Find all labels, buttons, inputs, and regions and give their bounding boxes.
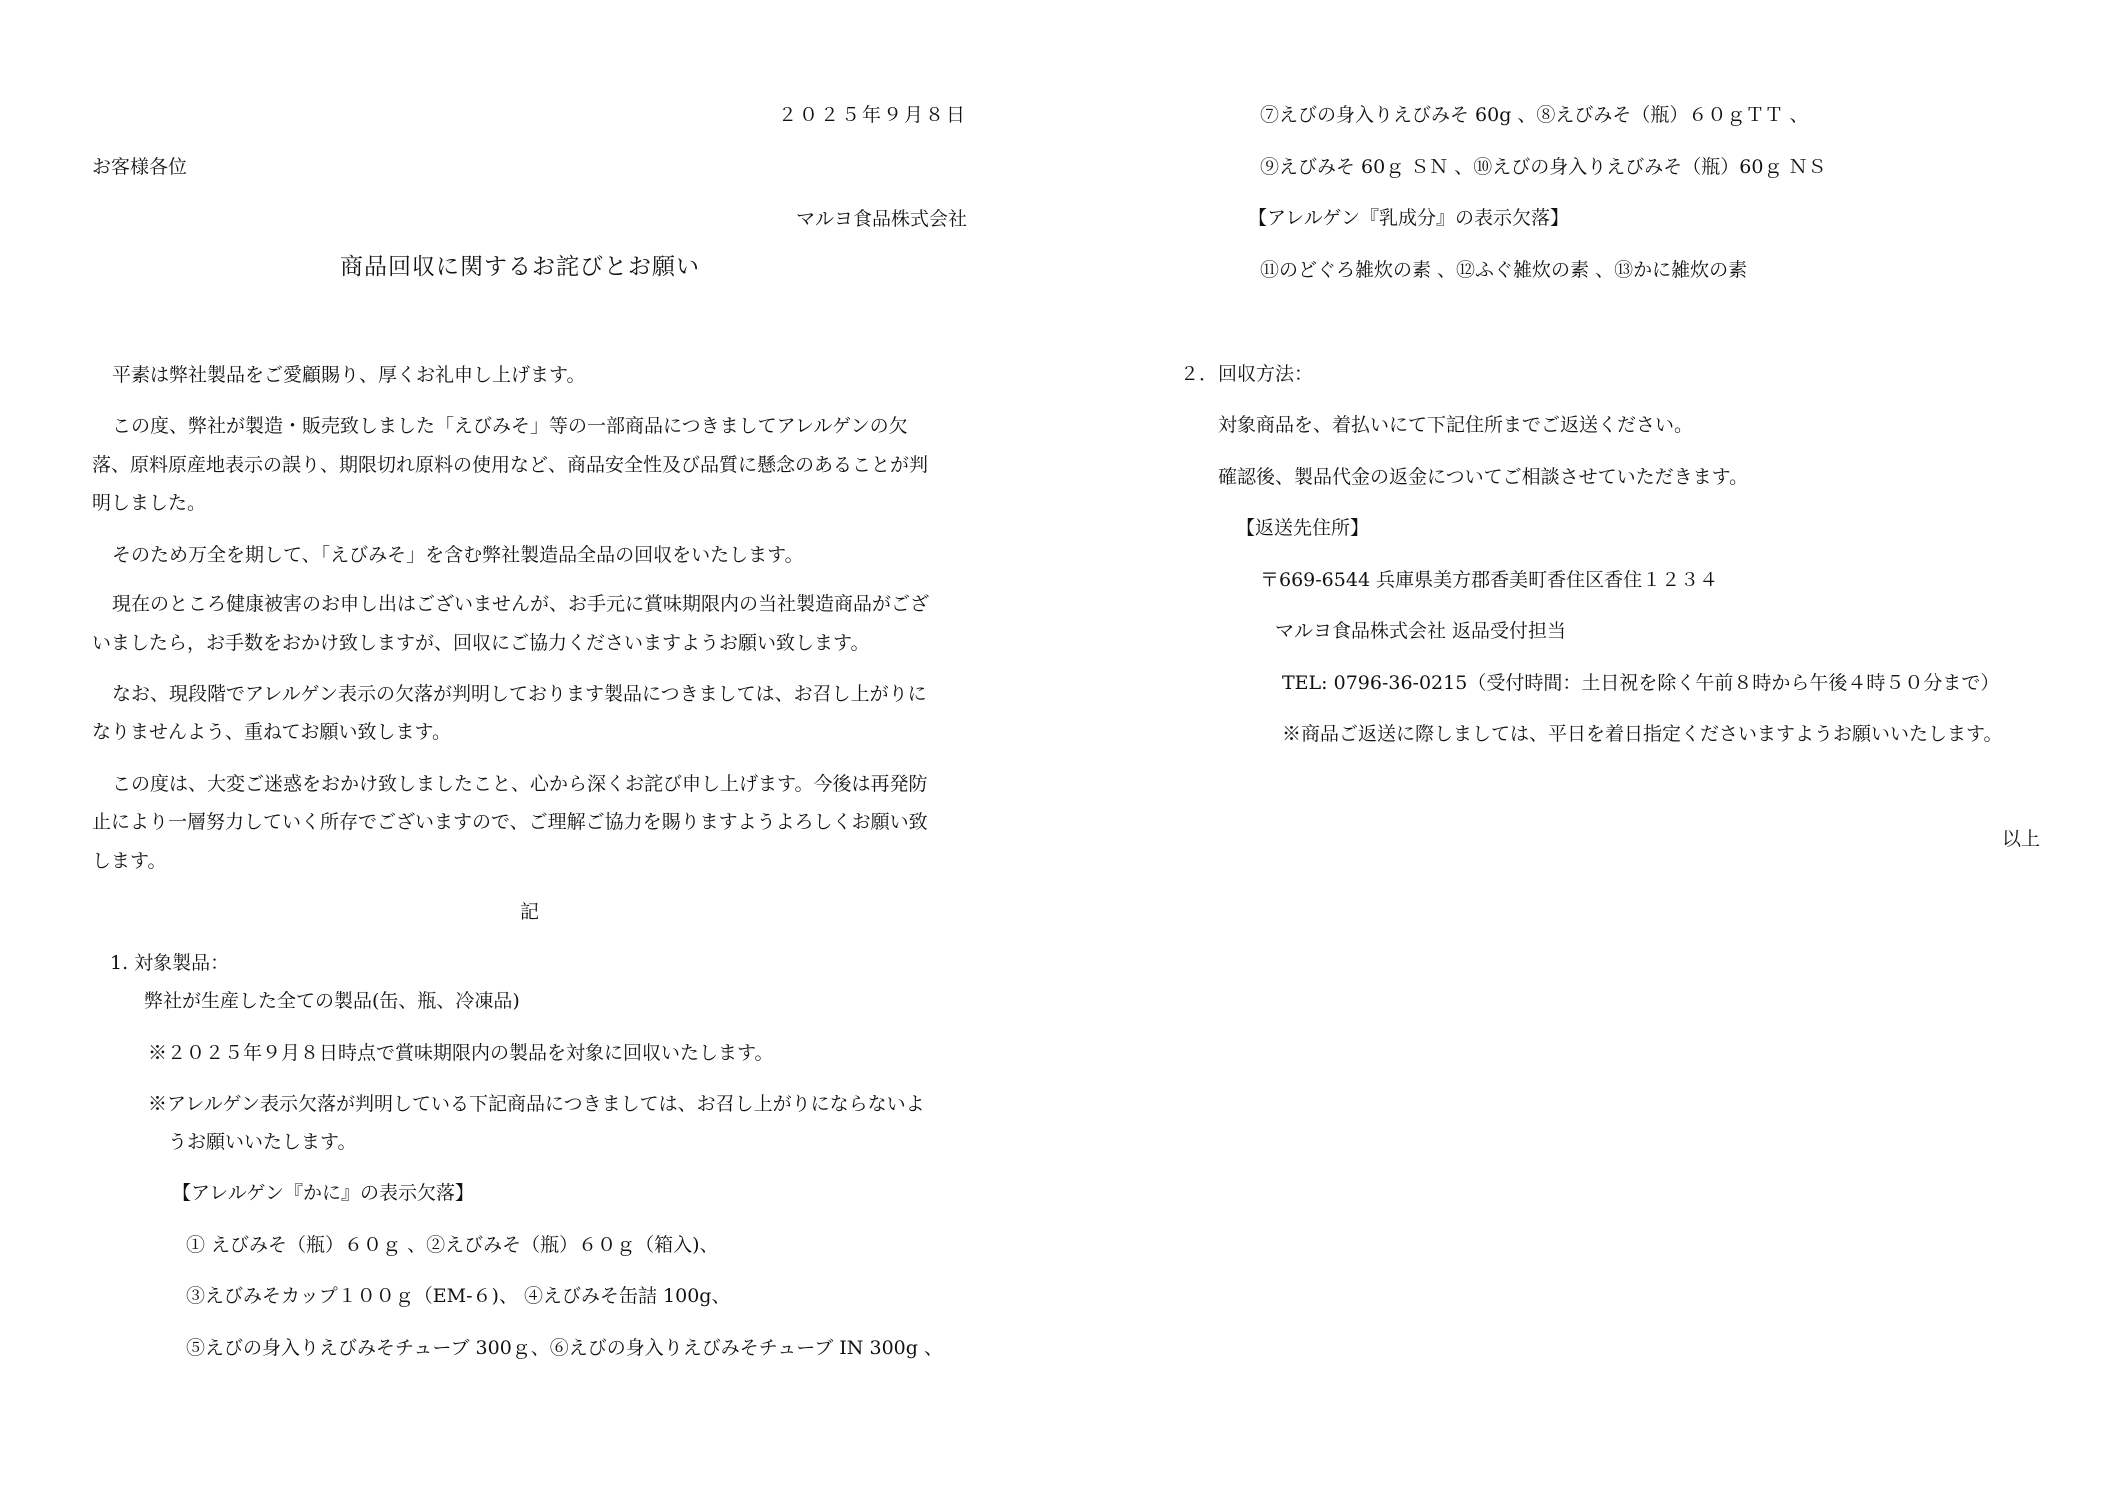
- paragraph-4-line-2: いましたら，お手数をおかけ致しますが、回収にご協力くださいますようお願い致します。: [92, 632, 870, 654]
- paragraph-2-line-2: 落、原料原産地表示の誤り、期限切れ原料の使用など、商品安全性及び品質に懸念のあることが判: [92, 454, 929, 476]
- return-address: 〒669-6544 兵庫県美方郡香美町香住区香住１２３４: [1260, 569, 1719, 591]
- date: ２０２５年９月８日: [777, 104, 967, 126]
- return-phone: TEL: 0796-36-0215（受付時間：土日祝を除く午前８時から午後４時５０分まで）: [1282, 672, 2000, 694]
- ki-marker: 記: [520, 901, 540, 923]
- paragraph-2-line-1: この度、弊社が製造・販売致しました「えびみそ」等の一部商品につきましてアレルゲンの欠: [112, 415, 908, 437]
- paragraph-6-line-3: します。: [92, 850, 167, 872]
- paragraph-5-line-2: なりませんよう、重ねてお願い致します。: [92, 721, 452, 743]
- return-note: ※商品ご返送に際しましては、平日を着日指定くださいますようお願いいたします。: [1282, 723, 2003, 745]
- crab-list-line-1: ① えびみそ（瓶）６０ｇ 、②えびみそ（瓶）６０ｇ（箱入)、: [186, 1234, 719, 1256]
- section-2-line-1: 対象商品を、着払いにて下記住所までご返送ください。: [1218, 414, 1694, 436]
- closing-mark: 以上: [2001, 828, 2040, 850]
- milk-allergen-heading: 【アレルゲン『乳成分』の表示欠落】: [1248, 207, 1570, 229]
- paragraph-1: 平素は弊社製品をご愛顧賜り、厚くお礼申し上げます。: [112, 364, 586, 386]
- return-department: マルヨ食品株式会社 返品受付担当: [1275, 620, 1567, 642]
- recipient: お客様各位: [92, 156, 188, 178]
- paragraph-2-line-3: 明しました。: [92, 492, 207, 514]
- company-name: マルヨ食品株式会社: [795, 208, 967, 230]
- milk-list-line-1: ⑪のどぐろ雑炊の素 、⑫ふぐ雑炊の素 、⑬かに雑炊の素: [1260, 259, 1748, 281]
- crab-allergen-heading: 【アレルゲン『かに』の表示欠落】: [172, 1182, 475, 1204]
- section-1-heading: 1. 対象製品：: [110, 952, 230, 974]
- crab-list-line-3: ⑤えびの身入りえびみそチューブ 300ｇ、⑥えびの身入りえびみそチューブ IN 300g 、: [186, 1337, 943, 1359]
- section-1-scope: 弊社が生産した全ての製品(缶、瓶、冷凍品): [144, 990, 520, 1012]
- section-2-line-2: 確認後、製品代金の返金についてご相談させていただきます。: [1218, 466, 1749, 488]
- section-1-note-2-line-1: ※アレルゲン表示欠落が判明している下記商品につきましては、お召し上がりにならないよ: [148, 1093, 925, 1115]
- section-1-note-1: ※２０２５年９月８日時点で賞味期限内の製品を対象に回収いたします。: [148, 1042, 774, 1064]
- section-2-heading: ２．回収方法：: [1180, 363, 1314, 385]
- paragraph-3: そのため万全を期して、「えびみそ」を含む弊社製造品全品の回収をいたします。: [112, 544, 804, 566]
- return-address-heading: 【返送先住所】: [1236, 517, 1370, 539]
- paragraph-5-line-1: なお、現段階でアレルゲン表示の欠落が判明しております製品につきましては、お召し上がりに: [112, 683, 927, 705]
- paragraph-6-line-1: この度は、大変ご迷惑をおかけ致しましたこと、心から深くお詫び申し上げます。今後は再発防: [112, 773, 928, 795]
- crab-list-line-5: ⑨えびみそ 60ｇ ＳＮ 、⑩えびの身入りえびみそ（瓶）60ｇ ＮＳ: [1260, 156, 1827, 178]
- crab-list-line-4: ⑦えびの身入りえびみそ 60g 、⑧えびみそ（瓶）６０ｇＴＴ 、: [1260, 104, 1809, 126]
- paragraph-6-line-2: 止により一層努力していく所存でございますので、ご理解ご協力を賜りますようよろしくお願い致: [92, 811, 928, 833]
- page-title: 商品回収に関するお詫びとお願い: [340, 254, 700, 280]
- paragraph-4-line-1: 現在のところ健康被害のお申し出はございませんが、お手元に賞味期限内の当社製造商品がござ: [112, 593, 930, 615]
- section-1-note-2-line-2: うお願いいたします。: [168, 1131, 357, 1153]
- crab-list-line-2: ③えびみそカップ１００ｇ（EM‐６)、 ④えびみそ缶詰 100g、: [186, 1285, 731, 1307]
